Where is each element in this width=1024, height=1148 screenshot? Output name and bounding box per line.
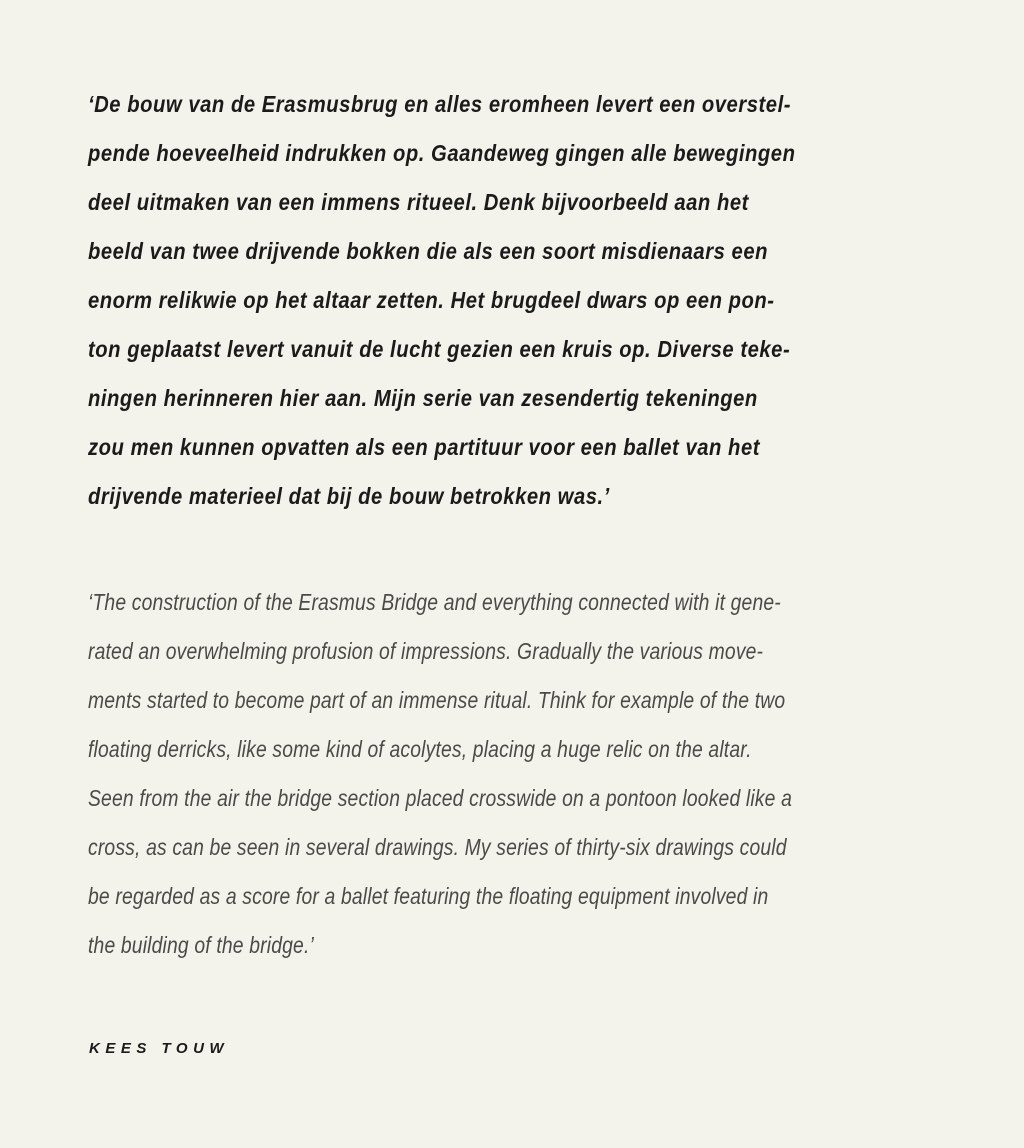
quote-english-line: rated an overwhelming profusion of impressions. Gradually the various move- [88, 638, 764, 664]
quote-english-line: ments started to become part of an immense ritual. Think for example of the two [88, 687, 786, 713]
quote-dutch-line: enorm relikwie op het altaar zetten. Het brugdeel dwars op een pon- [88, 287, 775, 313]
quote-english-line: cross, as can be seen in several drawings. My series of thirty-six drawings could [88, 834, 787, 860]
quote-dutch-line: pende hoeveelheid indrukken op. Gaandeweg gingen alle bewegingen [88, 140, 796, 166]
quote-english-line: Seen from the air the bridge section placed crosswide on a pontoon looked like a [88, 785, 793, 811]
quote-english-line: ‘The construction of the Erasmus Bridge and everything connected with it gene- [88, 589, 781, 615]
quote-dutch [88, 80, 845, 521]
quote-dutch-line: ‘De bouw van de Erasmusbrug en alles eromheen levert een overstel- [88, 91, 792, 117]
quote-dutch-line: beeld van twee drijvende bokken die als een soort misdienaars een [88, 238, 769, 264]
quote-dutch-line: deel uitmaken van een immens ritueel. Denk bijvoorbeeld aan het [88, 189, 749, 215]
quote-english-line: the building of the bridge.’ [88, 932, 314, 958]
quote-dutch-line: drijvende materieel dat bij de bouw betrokken was.’ [88, 483, 610, 509]
quote-dutch-line: ningen herinneren hier aan. Mijn serie van zesendertig tekeningen [88, 385, 758, 411]
quote-english-line: be regarded as a score for a ballet featuring the floating equipment involved in [88, 883, 769, 909]
quote-english [88, 578, 810, 970]
quote-english-line: floating derricks, like some kind of acolytes, placing a huge relic on the altar. [88, 736, 752, 762]
quote-dutch-line: ton geplaatst levert vanuit de lucht gezien een kruis op. Diverse teke- [88, 336, 791, 362]
author-name: KEES TOUW [89, 1040, 230, 1057]
quote-dutch-line: zou men kunnen opvatten als een partituur voor een ballet van het [88, 434, 761, 460]
